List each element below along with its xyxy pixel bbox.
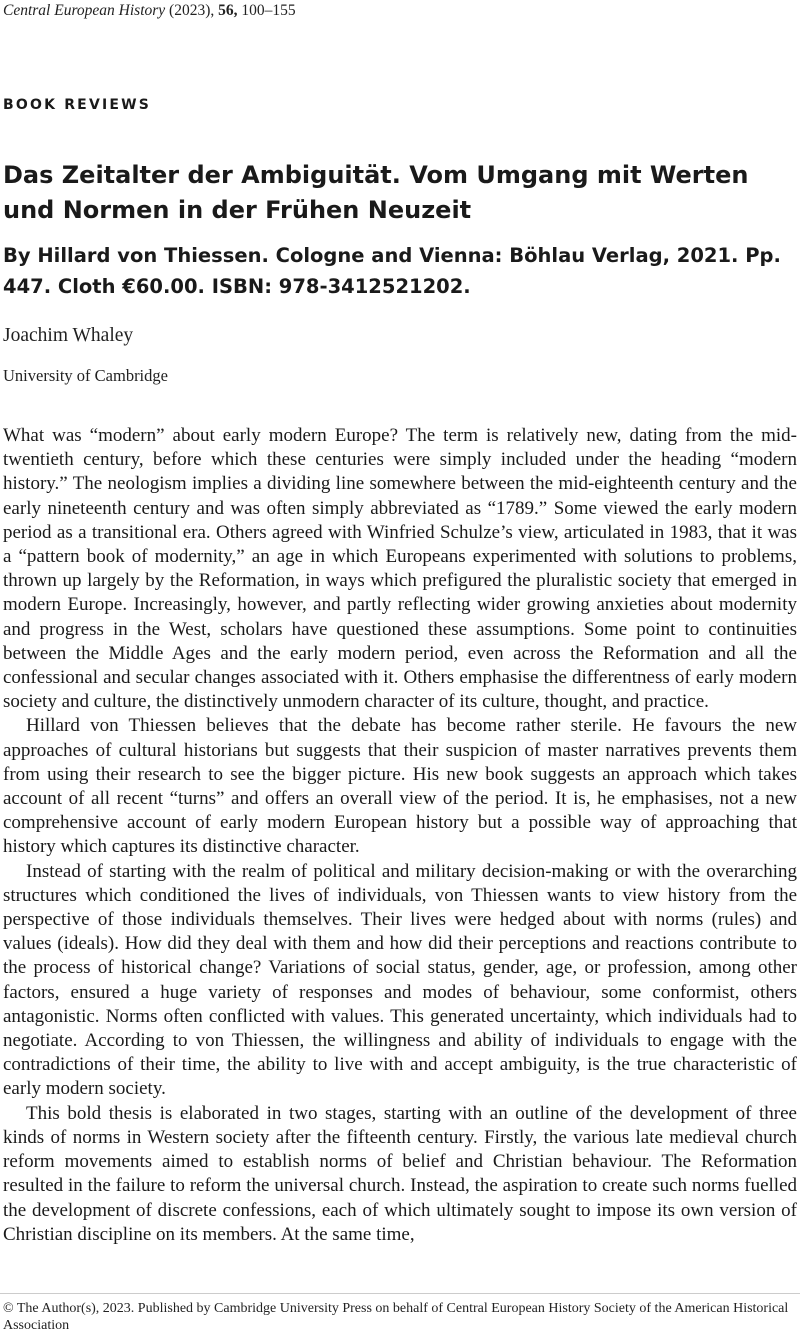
review-title: Das Zeitalter der Ambiguität. Vom Umgang mit Werten und Normen in der Frühen Neuzeit xyxy=(3,161,749,224)
footer-divider xyxy=(0,1293,800,1294)
reviewer-name: Joachim Whaley xyxy=(3,325,134,346)
journal-pages: 100–155 xyxy=(241,2,296,19)
reviewer-affiliation: University of Cambridge xyxy=(3,366,168,385)
paragraph: Hillard von Thiessen believes that the debate has become rather sterile. He favours the new approaches of cultural historians but suggests that their suspicion of master narratives prevents them from using their research to see the bigger picture. His new book suggests an approach which takes account of all recent “turns” and offers an overall view of the period. It is, he emphasises, not a new comprehensive account of early modern European history but a possible way of approaching that history which captures its distinctive character. xyxy=(3,715,797,858)
journal-year: (2023), xyxy=(169,2,215,19)
journal-citation xyxy=(3,2,296,20)
paragraph: What was “modern” about early modern Europe? The term is relatively new, dating from the mid-twentieth century, before which these centuries were simply included under the heading “modern history.” The neologism implies a dividing line somewhere between the mid-eighteenth century and the early nineteenth century and was often simply abbreviated as “1789.” Some viewed the early modern period as a transitional era. Others agreed with Winfried Schulze’s view, articulated in 1983, that it was a “pattern book of modernity,” an age in which Europeans experimented with solutions to problems, thrown up largely by the Reformation, in ways which prefigured the pluralistic society that emerged in modern Europe. Increasingly, however, and partly reflecting wider growing anxieties about modernity and progress in the West, scholars have questioned these assumptions. Some point to continuities between the Middle Ages and the early modern period, even across the Reformation and all the confessional and secular changes associated with it. Others emphasise the differentness of early modern society and culture, the distinctively unmodern character of its culture, thought, and practice. xyxy=(3,425,797,713)
section-label: BOOK REVIEWS xyxy=(3,97,152,113)
journal-volume: 56, xyxy=(218,2,238,19)
book-citation: By Hillard von Thiessen. Cologne and Vienna: Böhlau Verlag, 2021. Pp. 447. Cloth €60.00. ISBN: 978-3412521202. xyxy=(3,244,781,298)
copyright-notice: © The Author(s), 2023. Published by Cambridge University Press on behalf of Central European History Society of the American Historical Association xyxy=(3,1301,789,1333)
journal-name: Central European History xyxy=(3,2,166,19)
review-body xyxy=(3,424,797,1247)
paragraph: This bold thesis is elaborated in two stages, starting with an outline of the development of three kinds of norms in Western society after the fifteenth century. Firstly, the various late medieval church reform movements aimed to establish norms of belief and Christian behaviour. The Reformation resulted in the failure to reform the universal church. Instead, the aspiration to create such norms fuelled the development of discrete confessions, each of which ultimately sought to impose its own version of Christian discipline on its members. At the same time, xyxy=(3,1102,797,1245)
paragraph: Instead of starting with the realm of political and military decision-making or with the overarching structures which conditioned the lives of individuals, von Thiessen wants to view history from the perspective of those individuals themselves. Their lives were hedged about with norms (rules) and values (ideals). How did they deal with them and how did their perceptions and reactions contribute to the process of historical change? Variations of social status, gender, age, or profession, among other factors, ensured a huge variety of responses and modes of behaviour, some conformist, others antagonistic. Norms often conflicted with values. This generated uncertainty, which individuals had to negotiate. According to von Thiessen, the willingness and ability of individuals to engage with the contradictions of their time, the ability to live with and accept ambiguity, is the true characteristic of early modern society. xyxy=(3,860,797,1100)
